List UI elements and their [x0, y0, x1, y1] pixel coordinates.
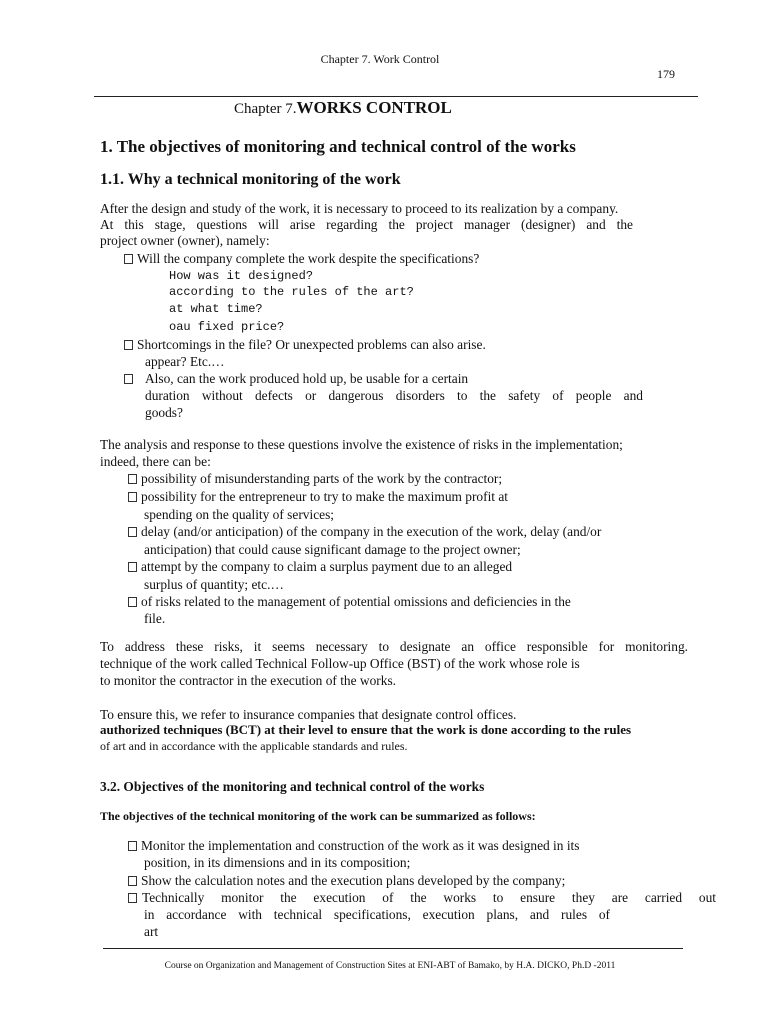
objective-item-2 [128, 873, 565, 890]
question-text: Shortcomings in the file? Or unexpected problems can also arise. [137, 337, 486, 352]
header-rule [94, 96, 698, 97]
objective-item-3-line-1: Technically monitor the execution of the works to ensure they are carried out [142, 890, 716, 905]
checkbox-icon [128, 474, 137, 484]
checkbox-icon [128, 527, 137, 537]
address-line-1: To address these risks, it seems necessary to designate an office responsible for monitoring. [100, 639, 688, 654]
risk-item-5 [128, 594, 571, 611]
risk-item-3-cont: anticipation) that could cause significant damage to the project owner; [144, 542, 521, 557]
subsection-heading-1-1: 1.1. Why a technical monitoring of the work [100, 171, 401, 188]
risk-text: delay (and/or anticipation) of the company in the execution of the work, delay (and/or [141, 524, 602, 539]
objectives-lead: The objectives of the technical monitoring of the work can be summarized as follows: [100, 809, 536, 823]
footer-rule [103, 948, 683, 949]
section-heading-1: 1. The objectives of monitoring and technical control of the works [100, 137, 576, 156]
intro-line-2: At this stage, questions will arise regarding the project manager (designer) and the [100, 217, 633, 232]
question-item-2-cont: appear? Etc.… [145, 354, 225, 369]
objective-item-3-marker [128, 890, 141, 907]
address-line-2: technique of the work called Technical Follow-up Office (BST) of the work whose role is [100, 656, 580, 671]
question-item-1 [124, 251, 479, 268]
objective-text: Show the calculation notes and the execution plans developed by the company; [141, 873, 566, 888]
chapter-title [234, 98, 452, 118]
risk-item-2-cont: spending on the quality of services; [144, 507, 335, 522]
risk-item-5-cont: file. [144, 611, 166, 626]
objective-item-1 [128, 838, 579, 855]
objective-item-1-cont: position, in its dimensions and in its composition; [144, 855, 411, 870]
checkbox-icon [124, 374, 133, 384]
question-item-3-line-1: Also, can the work produced hold up, be usable for a certain [145, 371, 469, 386]
checkbox-icon [128, 841, 137, 851]
question-sub-2: according to the rules of the art? [169, 285, 414, 299]
intro-line-3: project owner (owner), namely: [100, 233, 270, 248]
analysis-line-2: indeed, there can be: [100, 454, 211, 469]
risk-text: possibility of misunderstanding parts of the work by the contractor; [141, 471, 503, 486]
chapter-name: WORKS CONTROL [296, 98, 452, 117]
question-text: Will the company complete the work despite the specifications? [137, 251, 480, 266]
risk-text: possibility for the entrepreneur to try to make the maximum profit at [141, 489, 509, 504]
objective-item-3-line-3: art [144, 924, 159, 939]
section-heading-3-2: 3.2. Objectives of the monitoring and technical control of the works [100, 779, 485, 794]
page-footer: Course on Organization and Management of Construction Sites at ENI-ABT of Bamako, by H.A. DICKO, Ph.D -2011 [164, 961, 616, 971]
ensure-line-1: To ensure this, we refer to insurance companies that designate control offices. [100, 707, 517, 722]
page-number: 179 [657, 67, 675, 81]
risk-item-3 [128, 524, 601, 541]
checkbox-icon [128, 492, 137, 502]
chapter-prefix: Chapter 7. [234, 101, 297, 117]
address-line-3: to monitor the contractor in the execution of the works. [100, 673, 396, 688]
question-sub-4: oau fixed price? [169, 320, 285, 334]
checkbox-icon [128, 893, 137, 903]
intro-line-1: After the design and study of the work, it is necessary to proceed to its realization by a company. [100, 201, 619, 216]
checkbox-icon [128, 562, 137, 572]
question-item-3-line-3: goods? [145, 405, 183, 420]
question-item-3-marker [124, 371, 137, 388]
risk-text: attempt by the company to claim a surplus payment due to an alleged [141, 559, 513, 574]
risk-item-1 [128, 471, 502, 488]
question-sub-1: How was it designed? [169, 269, 314, 283]
checkbox-icon [128, 876, 137, 886]
checkbox-icon [124, 340, 133, 350]
analysis-line-1: The analysis and response to these questions involve the existence of risks in the implementation; [100, 437, 623, 452]
question-sub-3: at what time? [169, 302, 263, 316]
running-header: Chapter 7. Work Control [320, 52, 440, 66]
ensure-line-3: of art and in accordance with the applicable standards and rules. [100, 739, 408, 753]
question-item-2 [124, 337, 486, 354]
objective-item-3-line-2: in accordance with technical specifications, execution plans, and rules of [144, 907, 610, 922]
objective-text: Monitor the implementation and construction of the work as it was designed in its [141, 838, 580, 853]
risk-text: of risks related to the management of potential omissions and deficiencies in the [141, 594, 571, 609]
question-item-3-line-2: duration without defects or dangerous disorders to the safety of people and [145, 388, 643, 403]
risk-item-4-cont: surplus of quantity; etc.… [144, 577, 284, 592]
checkbox-icon [124, 254, 133, 264]
risk-item-2 [128, 489, 508, 506]
checkbox-icon [128, 597, 137, 607]
risk-item-4 [128, 559, 512, 576]
ensure-line-2: authorized techniques (BCT) at their level to ensure that the work is done according to the rules [100, 722, 632, 737]
